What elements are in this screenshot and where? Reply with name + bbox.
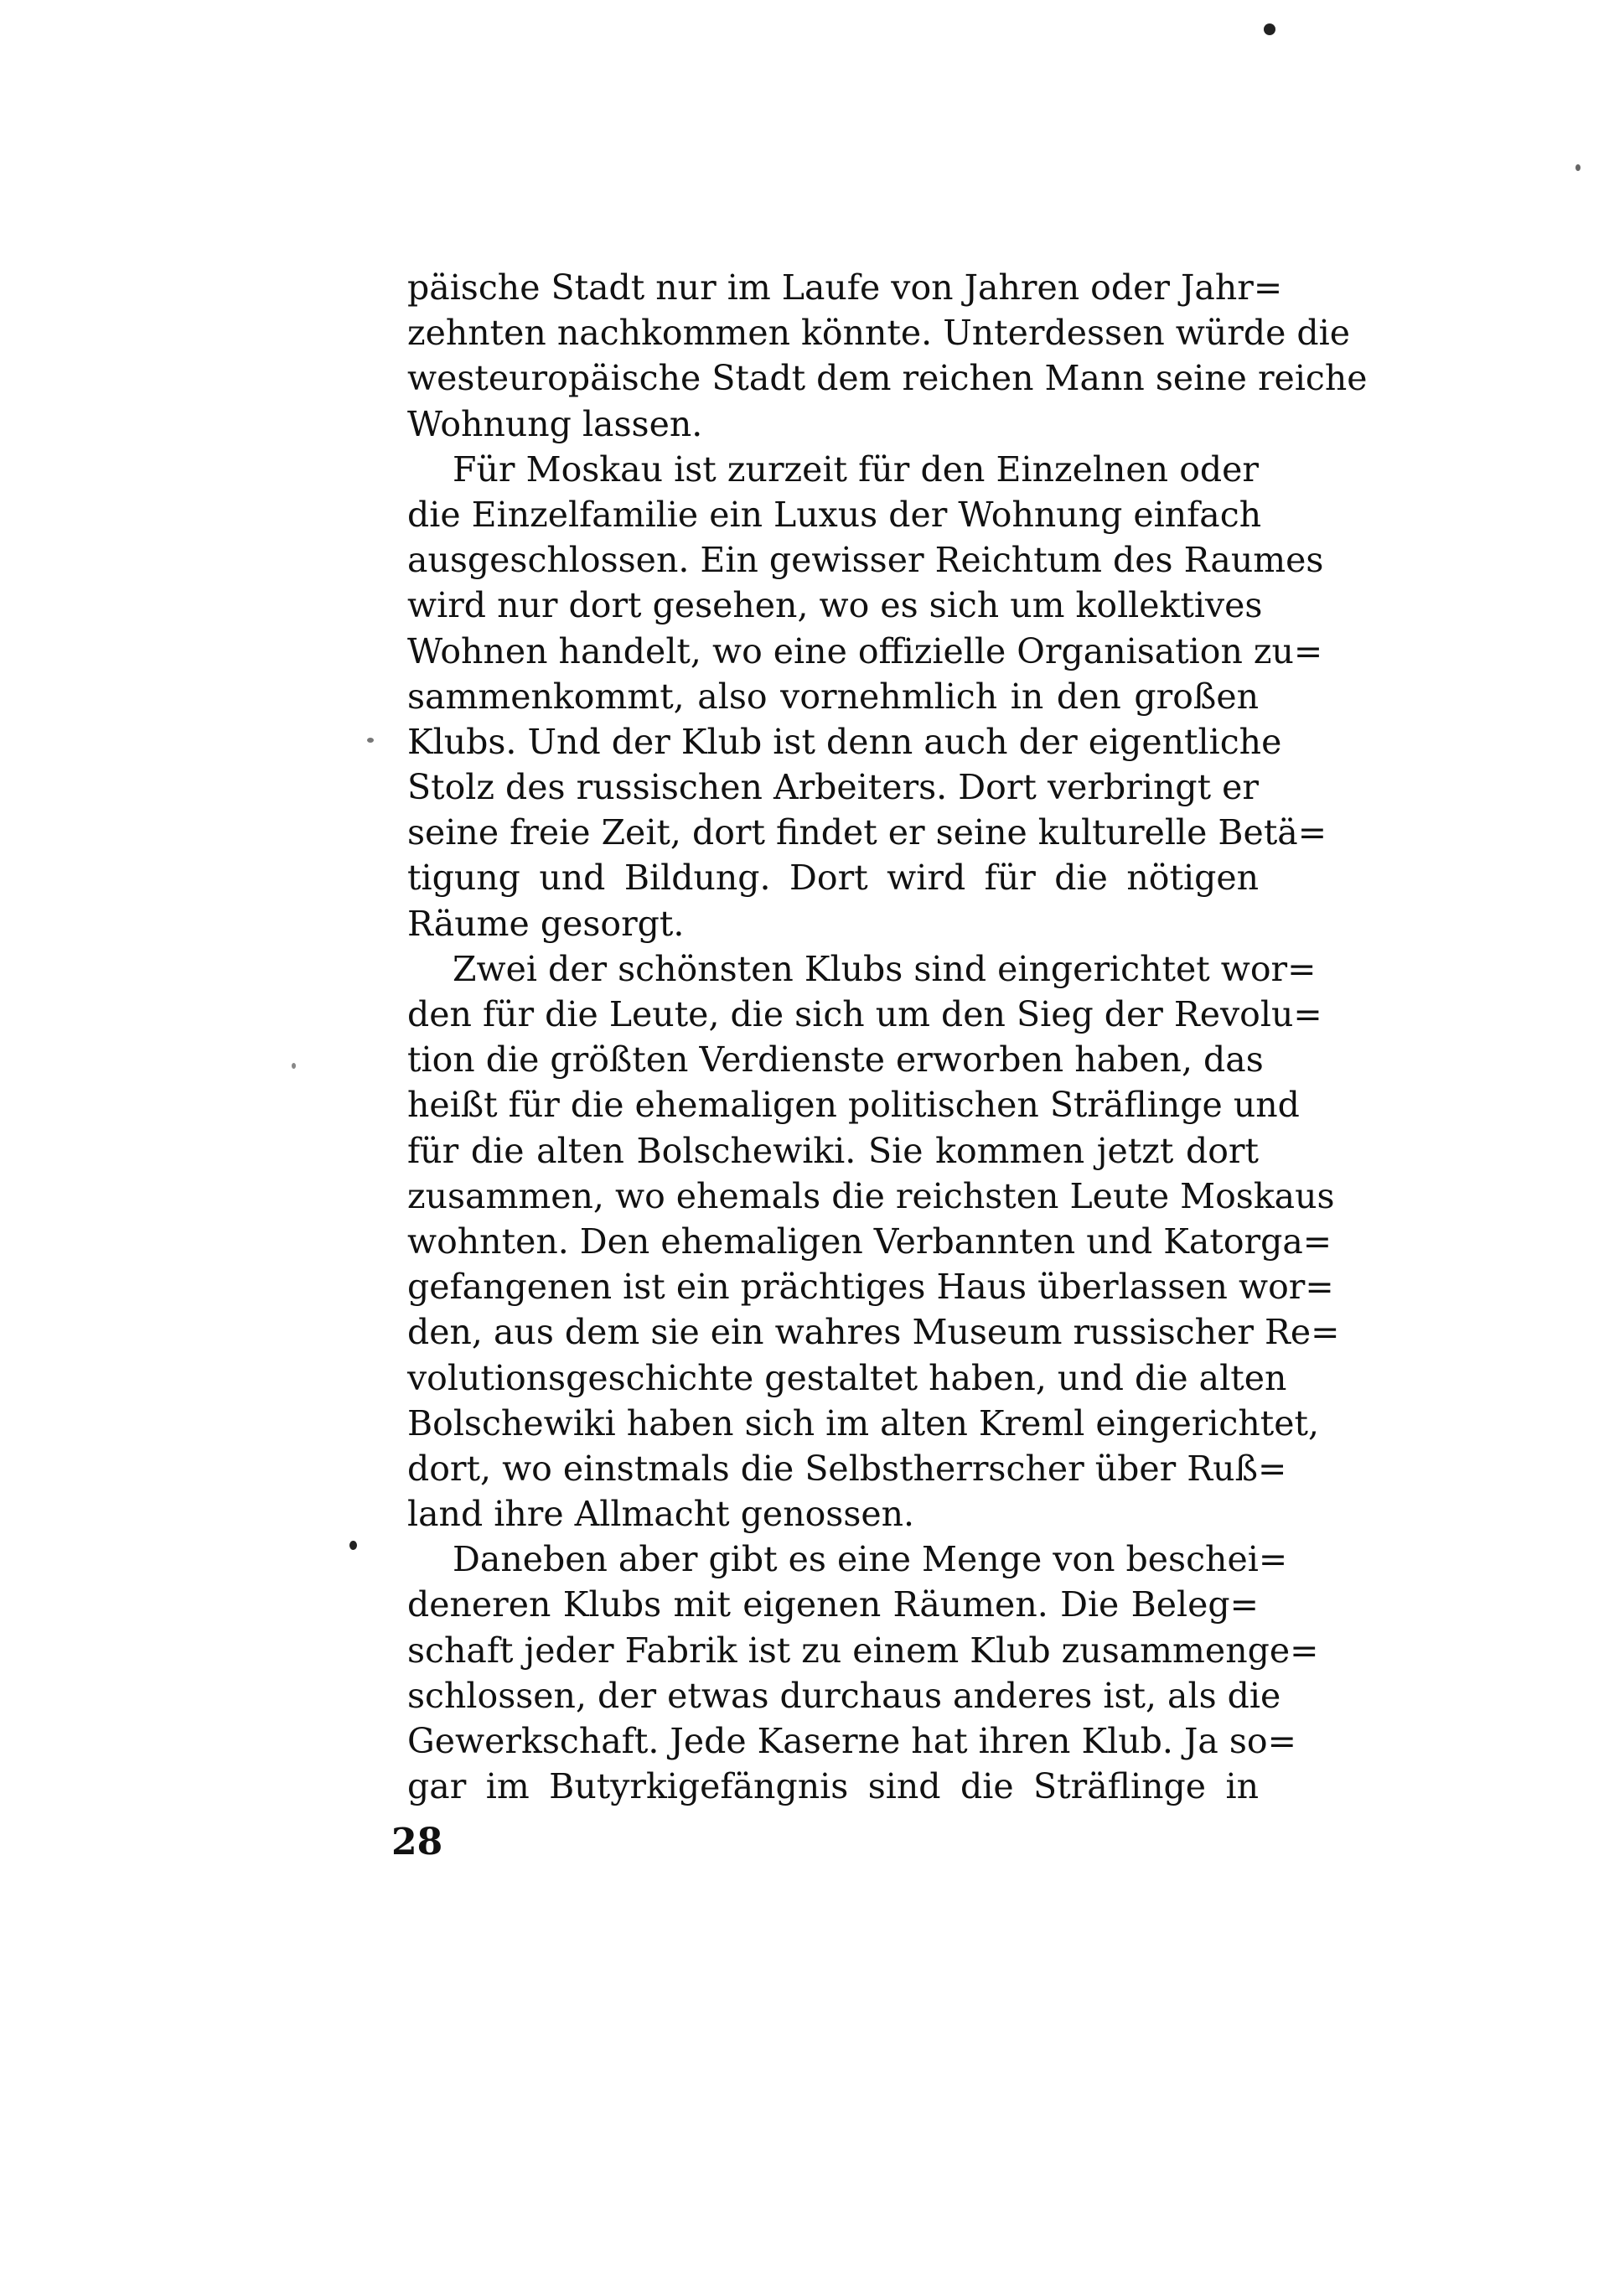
- ink-speck: [1264, 23, 1275, 35]
- text-line: Klubs. Und der Klub ist denn auch der eigentliche: [407, 721, 1282, 762]
- ink-speck: [349, 1541, 357, 1550]
- text-line: den, aus dem sie ein wahres Museum russischer Re=: [407, 1312, 1340, 1353]
- text-line: Stolz des russischen Arbeiters. Dort verbringt er: [407, 767, 1259, 808]
- text-line: den für die Leute, die sich um den Sieg der Revolu=: [407, 994, 1322, 1034]
- text-line: schlossen, der etwas durchaus anderes ist, als die: [407, 1675, 1281, 1716]
- text-line: gefangenen ist ein prächtiges Haus überlassen wor=: [407, 1267, 1334, 1308]
- text-line: zusammen, wo ehemals die reichsten Leute Moskaus: [407, 1175, 1335, 1216]
- text-line: Räume gesorgt.: [407, 903, 685, 944]
- text-line: die Einzelfamilie ein Luxus der Wohnung einfach: [407, 494, 1262, 535]
- text-line: tion die größten Verdienste erworben haben, das: [407, 1039, 1264, 1081]
- text-line: sammenkommt, also vornehmlich in den großen: [407, 676, 1259, 717]
- text-line: heißt für die ehemaligen politischen Sträflinge und: [407, 1085, 1300, 1126]
- text-line: dort, wo einstmals die Selbstherrscher über Ruß=: [407, 1448, 1287, 1489]
- text-line: Wohnen handelt, wo eine offizielle Organisation zu=: [407, 630, 1323, 671]
- ink-speck: [1575, 164, 1581, 171]
- text-line: gar im Butyrkigefängnis sind die Sträflinge in: [407, 1766, 1259, 1807]
- text-line: Daneben aber gibt es eine Menge von beschei=: [453, 1539, 1288, 1580]
- ink-speck: [292, 1063, 296, 1069]
- text-line: ausgeschlossen. Ein gewisser Reichtum des Raumes: [407, 540, 1324, 581]
- page-number: 28: [391, 1821, 443, 1863]
- text-line: wohnten. Den ehemaligen Verbannten und Katorga=: [407, 1221, 1332, 1262]
- text-line: westeuropäische Stadt dem reichen Mann seine reiche: [407, 358, 1368, 399]
- text-line: Für Moskau ist zurzeit für den Einzelnen oder: [453, 448, 1259, 490]
- body-text: [407, 265, 1368, 1809]
- text-line: deneren Klubs mit eigenen Räumen. Die Beleg=: [407, 1584, 1259, 1625]
- text-line: wird nur dort gesehen, wo es sich um kollektives: [407, 585, 1263, 626]
- text-line: Bolschewiki haben sich im alten Kreml eingerichtet,: [407, 1402, 1320, 1443]
- text-line: Zwei der schönsten Klubs sind eingerichtet wor=: [453, 948, 1317, 989]
- text-line: Gewerkschaft. Jede Kaserne hat ihren Klub. Ja so=: [407, 1721, 1296, 1761]
- text-line: für die alten Bolschewiki. Sie kommen jetzt dort: [407, 1130, 1259, 1171]
- ink-speck: [367, 738, 374, 743]
- text-line: zehnten nachkommen könnte. Unterdessen würde die: [407, 313, 1351, 354]
- text-line: volutionsgeschichte gestaltet haben, und die alten: [407, 1357, 1287, 1398]
- text-line: land ihre Allmacht genossen.: [407, 1494, 915, 1535]
- text-line: seine freie Zeit, dort findet er seine kulturelle Betä=: [407, 812, 1327, 853]
- text-line: päische Stadt nur im Laufe von Jahren oder Jahr=: [407, 267, 1283, 308]
- text-line: Wohnung lassen.: [407, 403, 703, 444]
- text-line: schaft jeder Fabrik ist zu einem Klub zusammenge=: [407, 1630, 1319, 1671]
- text-line: tigung und Bildung. Dort wird für die nötigen: [407, 858, 1259, 899]
